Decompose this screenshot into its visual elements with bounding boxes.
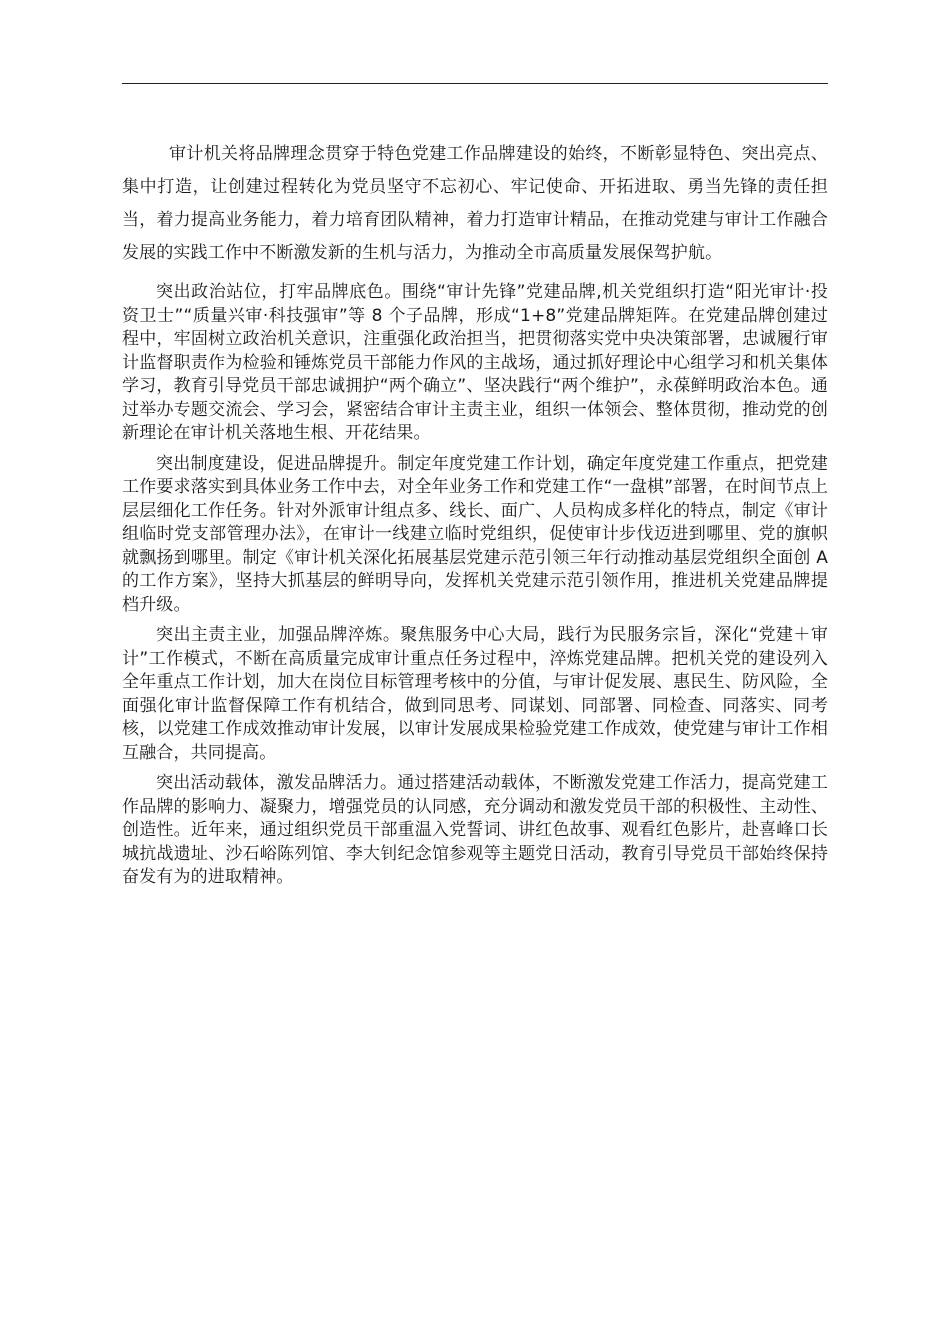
paragraph-intro: 审计机关将品牌理念贯穿于特色党建工作品牌建设的始终，不断彰显特色、突出亮点、集中打造，让创建过程转化为党员坚守不忘初心、牢记使命、开拓进取、勇当先锋的责任担当，着力提高业务能力，着力培育团队精神，着力打造审计精品，在推动党建与审计工作融合发展的实践工作中不断激发新的生机与活力，为推动全市高质量发展保驾护航。 bbox=[122, 144, 828, 263]
paragraph-activity-carrier: 突出活动载体，激发品牌活力。通过搭建活动载体，不断激发党建工作活力，提高党建工作品牌的影响力、凝聚力，增强党员的认同感，充分调动和激发党员干部的积极性、主动性、创造性。近年来，通过组织党员干部重温入党誓词、讲红色故事、观看红色影片，赴喜峰口长城抗战遗址、沙石峪陈列馆、李大钊纪念馆参观等主题党日活动，教育引导党员干部始终保持奋发有为的进取精神。 bbox=[122, 773, 828, 887]
paragraph-institution-building: 突出制度建设，促进品牌提升。制定年度党建工作计划，确定年度党建工作重点，把党建工作要求落实到具体业务工作中去，对全年业务工作和党建工作“一盘棋”部署，在时间节点上层层细化工作任务。针对外派审计组点多、线长、面广、人员构成多样化的特点，制定《审计组临时党支部管理办法》，在审计一线建立临时党组织，促使审计步伐迈进到哪里、党的旗帜就飘扬到哪里。制定《审计机关深化拓展基层党建示范引领三年行动推动基层党组织全面创 A 的工作方案》，坚持大抓基层的鲜明导向，发挥机关党建示范引领作用，推进机关党建品牌提档升级。 bbox=[122, 453, 828, 615]
document-body bbox=[122, 138, 828, 890]
paragraph-main-responsibility: 突出主责主业，加强品牌淬炼。聚焦服务中心大局，践行为民服务宗旨，深化“党建＋审计”工作模式，不断在高质量完成审计重点任务过程中，淬炼党建品牌。把机关党的建设列入全年重点工作计划，加大在岗位目标管理考核中的分值，与审计促发展、惠民生、防风险，全面强化审计监督保障工作有机结合，做到同思考、同谋划、同部署、同检查、同落实、同考核，以党建工作成效推动审计发展，以审计发展成果检验党建工作成效，使党建与审计工作相互融合，共同提高。 bbox=[122, 625, 828, 763]
header-rule bbox=[122, 83, 828, 84]
paragraph-political-stance: 突出政治站位，打牢品牌底色。围绕“审计先锋”党建品牌,机关党组织打造“阳光审计·投资卫士”“质量兴审·科技强审”等 8 个子品牌，形成“1+8”党建品牌矩阵。在党建品牌创建过程中，牢固树立政治机关意识，注重强化政治担当，把贯彻落实党中央决策部署，忠诚履行审计监督职责作为检验和锤炼党员干部能力作风的主战场，通过抓好理论中心组学习和机关集体学习，教育引导党员干部忠诚拥护“两个确立”、坚决践行“两个维护”，永葆鲜明政治本色。通过举办专题交流会、学习会，紧密结合审计主责主业，组织一体领会、整体贯彻，推动党的创新理论在审计机关落地生根、开花结果。 bbox=[122, 282, 828, 443]
